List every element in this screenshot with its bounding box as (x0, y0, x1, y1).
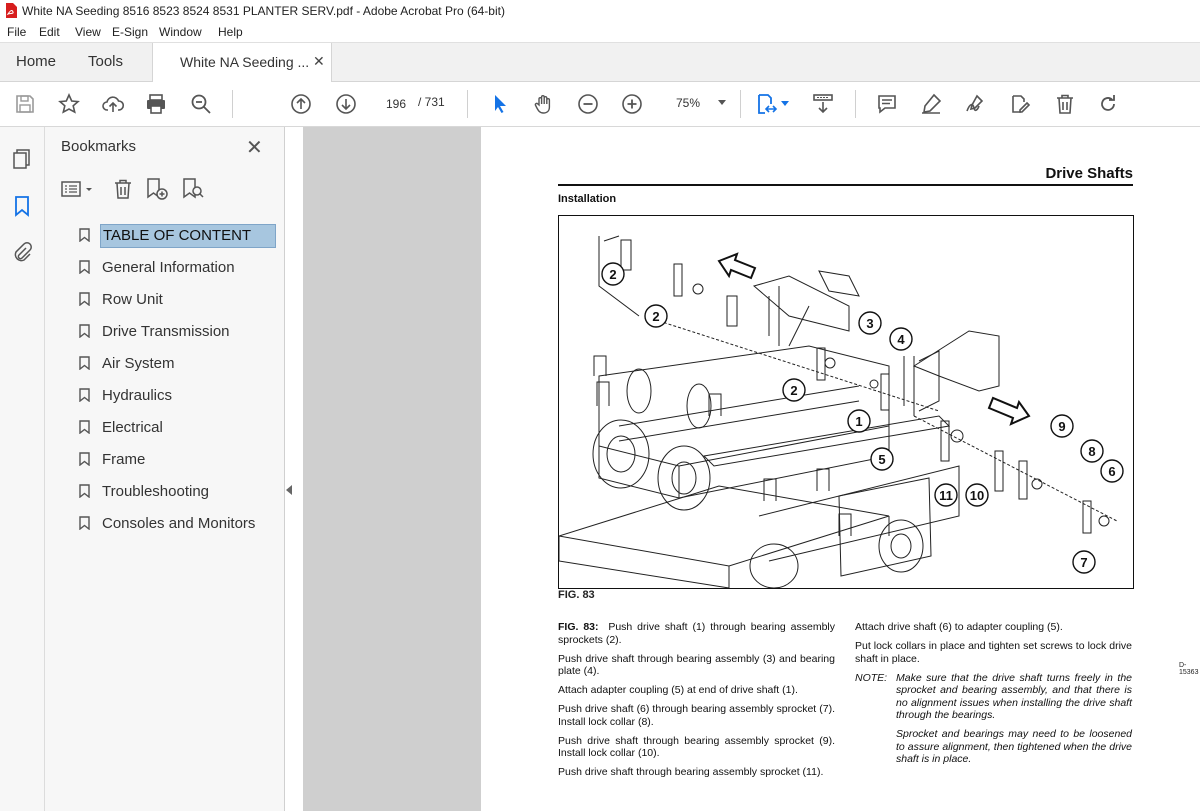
bookmark-label: General Information (102, 259, 235, 276)
text-column-1 (558, 621, 835, 785)
callout-label: 5 (878, 452, 886, 467)
tab-tools[interactable]: Tools (88, 53, 124, 70)
page-fit-icon[interactable] (755, 92, 779, 116)
rotate-icon[interactable] (1096, 92, 1120, 116)
callout-label: 2 (790, 383, 798, 398)
document-viewer[interactable] (303, 127, 1200, 811)
highlight-pen-icon[interactable] (919, 92, 943, 116)
paragraph: Push drive shaft through bearing assembly (3) and bearing plate (4). (558, 652, 835, 677)
callout-label: 4 (897, 332, 905, 347)
zoom-select[interactable] (663, 92, 733, 114)
fill-sign-icon[interactable] (1008, 92, 1032, 116)
bookmark-label: Consoles and Monitors (102, 515, 256, 532)
menu-view[interactable]: View (75, 25, 101, 39)
bookmark-icon (79, 484, 90, 498)
callout-label: 7 (1080, 555, 1088, 570)
bookmark-icon (79, 260, 90, 274)
pages-thumbnail-icon[interactable] (11, 148, 33, 170)
zoom-out-icon[interactable] (576, 92, 600, 116)
note-text: Make sure that the drive shaft turns freely in the sprocket and bearing assembly, and that there is no alignment issues when installing the drive shaft through the bearings. (896, 671, 1132, 721)
paragraph-text: Push drive shaft (1) through bearing assembly sprockets (2). (558, 621, 835, 646)
chevron-down-icon (718, 100, 726, 105)
print-icon[interactable] (144, 92, 168, 116)
fig-ref: FIG. 83: (558, 621, 599, 633)
bookmark-item-electrical[interactable] (75, 415, 285, 441)
upload-cloud-icon[interactable] (101, 92, 125, 116)
bookmark-icon (79, 356, 90, 370)
window-title: White NA Seeding 8516 8523 8524 8531 PLANTER SERV.pdf - Adobe Acrobat Pro (64-bit) (22, 4, 505, 18)
menu-edit[interactable]: Edit (39, 25, 60, 39)
title-bar (0, 0, 1200, 22)
menu-bar (0, 22, 1200, 43)
page-total: / 731 (418, 95, 445, 109)
star-icon[interactable] (57, 92, 81, 116)
close-panel-icon[interactable]: ✕ (246, 137, 263, 159)
chevron-down-icon[interactable] (781, 101, 789, 106)
paragraph: Push drive shaft (6) through bearing assembly sprocket (7). Install lock collar (8). (558, 703, 835, 728)
bookmark-item-drive-transmission[interactable] (75, 319, 285, 345)
comment-icon[interactable] (875, 92, 899, 116)
bookmark-item-frame[interactable] (75, 447, 285, 473)
callout-label: 8 (1088, 444, 1096, 459)
bookmark-item-consoles-and-monitors[interactable] (75, 511, 285, 537)
callout-label: 11 (939, 488, 953, 503)
zoom-value: 75% (676, 96, 701, 110)
bookmark-icon (79, 516, 90, 530)
figure-code: D-15363 (1179, 662, 1199, 676)
section-header: Drive Shafts (1045, 165, 1133, 182)
tab-document-label: White NA Seeding ... (180, 54, 310, 70)
next-page-icon[interactable] (334, 92, 358, 116)
hand-tool-icon[interactable] (532, 92, 556, 116)
bookmark-item-general-information[interactable] (75, 255, 285, 281)
left-rail (0, 127, 45, 811)
bookmark-icon (79, 292, 90, 306)
header-rule (558, 184, 1133, 186)
subsection-header: Installation (558, 193, 617, 205)
bookmark-item-row-unit[interactable] (75, 287, 285, 313)
bookmark-item-air-system[interactable] (75, 351, 285, 377)
bookmark-item-troubleshooting[interactable] (75, 479, 285, 505)
note-text: Sprocket and bearings may need to be loosened to assure alignment, then tightened when the drive shaft is in place. (896, 728, 1132, 765)
bookmarks-title: Bookmarks (61, 138, 137, 155)
callout-label: 2 (609, 267, 617, 282)
bookmark-panel-icon[interactable] (11, 195, 33, 217)
menu-esign[interactable]: E-Sign (112, 25, 149, 39)
attachment-icon[interactable] (11, 241, 33, 263)
bookmark-icon (79, 420, 90, 434)
bookmark-icon (79, 324, 90, 338)
delete-bookmark-icon[interactable] (111, 177, 135, 201)
callout-label: 2 (652, 309, 660, 324)
toolbar (0, 82, 1200, 127)
close-tab-icon[interactable]: ✕ (313, 53, 325, 69)
bookmark-label: Frame (102, 451, 146, 468)
sign-icon[interactable] (963, 92, 987, 116)
paragraph (558, 621, 835, 646)
drive-shaft-diagram (559, 216, 1133, 588)
page-number-input[interactable]: 196 (378, 92, 414, 116)
bookmark-label: Troubleshooting (102, 483, 210, 500)
select-cursor-icon[interactable] (488, 92, 512, 116)
bookmark-icon (79, 388, 90, 402)
bookmark-options-icon[interactable] (60, 177, 84, 201)
callout-label: 9 (1058, 419, 1066, 434)
callout-label: 3 (866, 316, 874, 331)
bookmark-icon (79, 452, 90, 466)
paragraph: Push drive shaft through bearing assembly sprocket (11). (558, 766, 824, 778)
tab-bar (0, 43, 1200, 82)
bookmark-label: Drive Transmission (102, 323, 230, 340)
menu-file[interactable]: File (7, 25, 27, 39)
bookmark-label: TABLE OF CONTENT (100, 224, 276, 248)
bookmark-label: Row Unit (102, 291, 163, 308)
text-column-2 (855, 621, 1132, 772)
bookmarks-toolbar (45, 177, 284, 205)
zoom-search-icon[interactable] (189, 92, 213, 116)
bookmark-label: Hydraulics (102, 387, 173, 404)
menu-window[interactable]: Window (159, 25, 202, 39)
new-bookmark-icon[interactable] (145, 177, 169, 201)
paragraph: Attach adapter coupling (5) at end of drive shaft (1). (558, 684, 798, 696)
bookmark-label: Electrical (102, 419, 163, 436)
acrobat-app-icon (4, 3, 18, 18)
note-block (855, 672, 1132, 773)
collapse-panel-icon[interactable] (286, 485, 292, 495)
callout-label: 1 (855, 414, 863, 429)
scroll-mode-icon[interactable] (811, 92, 835, 116)
save-icon[interactable] (13, 92, 37, 116)
bookmark-item-table-of-content[interactable] (75, 223, 285, 249)
bookmarks-panel (45, 127, 285, 811)
callout-label: 10 (969, 488, 985, 503)
zoom-in-icon[interactable] (620, 92, 644, 116)
figure-label: FIG. 83 (558, 589, 595, 601)
bookmark-icon (79, 228, 90, 242)
menu-help[interactable]: Help (218, 25, 243, 39)
callout-label: 6 (1108, 464, 1116, 479)
paragraph: Attach drive shaft (6) to adapter coupling (5). (855, 621, 1063, 633)
bookmark-search-icon[interactable] (181, 177, 205, 201)
bookmark-item-hydraulics[interactable] (75, 383, 285, 409)
pdf-page (481, 127, 1200, 811)
paragraph: Push drive shaft through bearing assembly sprocket (9). Install lock collar (10). (558, 734, 835, 759)
prev-page-icon[interactable] (289, 92, 313, 116)
bookmark-label: Air System (102, 355, 175, 372)
paragraph: Put lock collars in place and tighten set screws to lock drive shaft in place. (855, 640, 1132, 665)
note-label: NOTE: (855, 671, 888, 684)
tab-document[interactable] (152, 43, 332, 82)
delete-icon[interactable] (1053, 92, 1077, 116)
tab-home[interactable]: Home (16, 53, 57, 70)
